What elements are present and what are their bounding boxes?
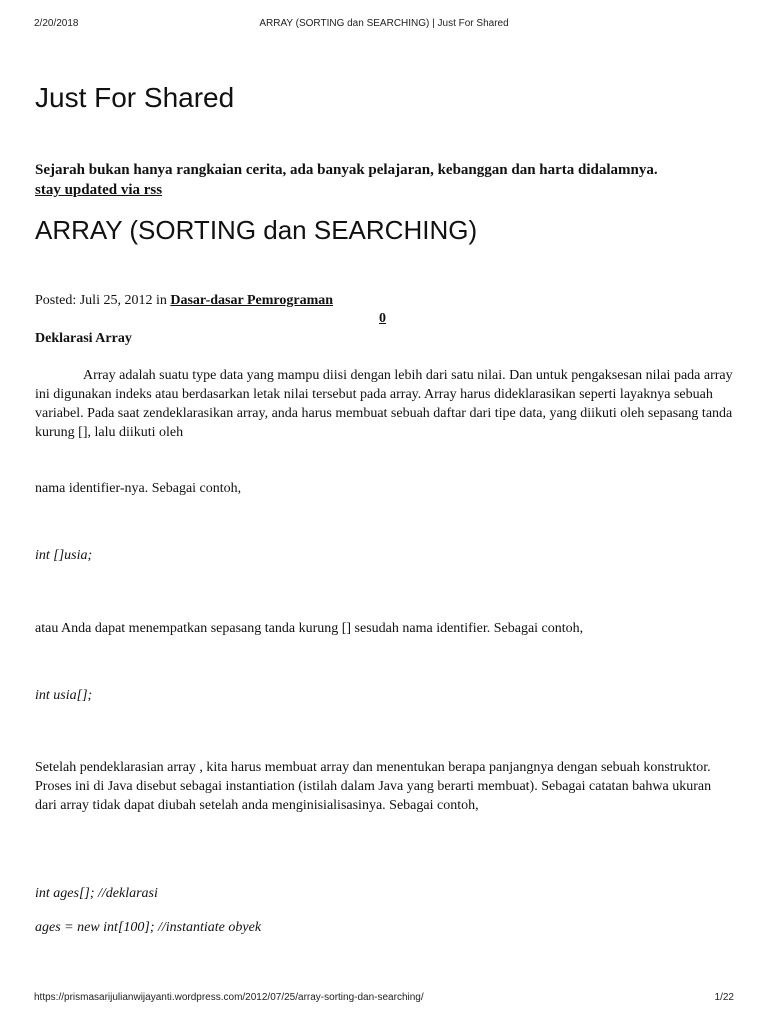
code-line-4: ages = new int[100]; //instantiate obyek	[35, 920, 262, 935]
print-header	[0, 18, 768, 32]
rss-link[interactable]: stay updated via rss	[35, 182, 163, 198]
code-line-2: int usia[];	[35, 688, 93, 703]
tagline-text: Sejarah bukan hanya rangkaian cerita, ada banyak pelajaran, kebanggan dan harta didalamnya.	[35, 162, 658, 178]
category-link[interactable]: Dasar-dasar Pemrograman	[170, 293, 334, 308]
section-heading: Deklarasi Array	[35, 331, 132, 346]
post-meta	[35, 291, 333, 311]
post-title[interactable]: ARRAY (SORTING dan SEARCHING)	[35, 215, 478, 245]
paragraph-2: nama identifier-nya. Sebagai contoh,	[35, 481, 242, 496]
print-url: https://prismasarijulianwijayanti.wordpress.com/2012/07/25/array-sorting-dan-searching/	[34, 992, 424, 1003]
posted-date: Posted: Juli 25, 2012 in	[35, 293, 171, 308]
site-tagline	[35, 160, 735, 200]
code-line-3: int ages[]; //deklarasi	[35, 886, 158, 901]
paragraph-4: Setelah pendeklarasian array , kita harus membuat array dan menentukan berapa panjangnya dengan sebuah konstruktor. Proses ini di Java disebut sebagai instantiation (istilah dalam Java yang berarti membuat). Sebagai catatan bahwa ukuran dari array tidak dapat diubah setelah anda menginisialisasinya. Sebagai contoh,	[35, 760, 712, 813]
print-page-title: ARRAY (SORTING dan SEARCHING) | Just For Shared	[259, 18, 509, 29]
comment-count-link[interactable]: 0	[379, 311, 386, 326]
paragraph-3: atau Anda dapat menempatkan sepasang tanda kurung [] sesudah nama identifier. Sebagai contoh,	[35, 621, 584, 636]
paragraph-1: Array adalah suatu type data yang mampu diisi dengan lebih dari satu nilai. Dan untuk pengaksesan nilai pada array ini digunakan indeks atau berdasarkan letak nilai tersebut pada array. Array harus dideklarasikan seperti layaknya sebuah variabel. Pada saat zendeklarasikan array, anda harus membuat sebuah daftar dari tipe data, yang diikuti oleh sepasang tanda kurung [], lalu diikuti oleh	[35, 368, 733, 440]
print-date: 2/20/2018	[34, 18, 79, 29]
site-title[interactable]: Just For Shared	[35, 82, 235, 113]
print-page-number: 1/22	[714, 992, 734, 1003]
print-footer	[0, 992, 768, 1006]
code-line-1: int []usia;	[35, 548, 93, 563]
